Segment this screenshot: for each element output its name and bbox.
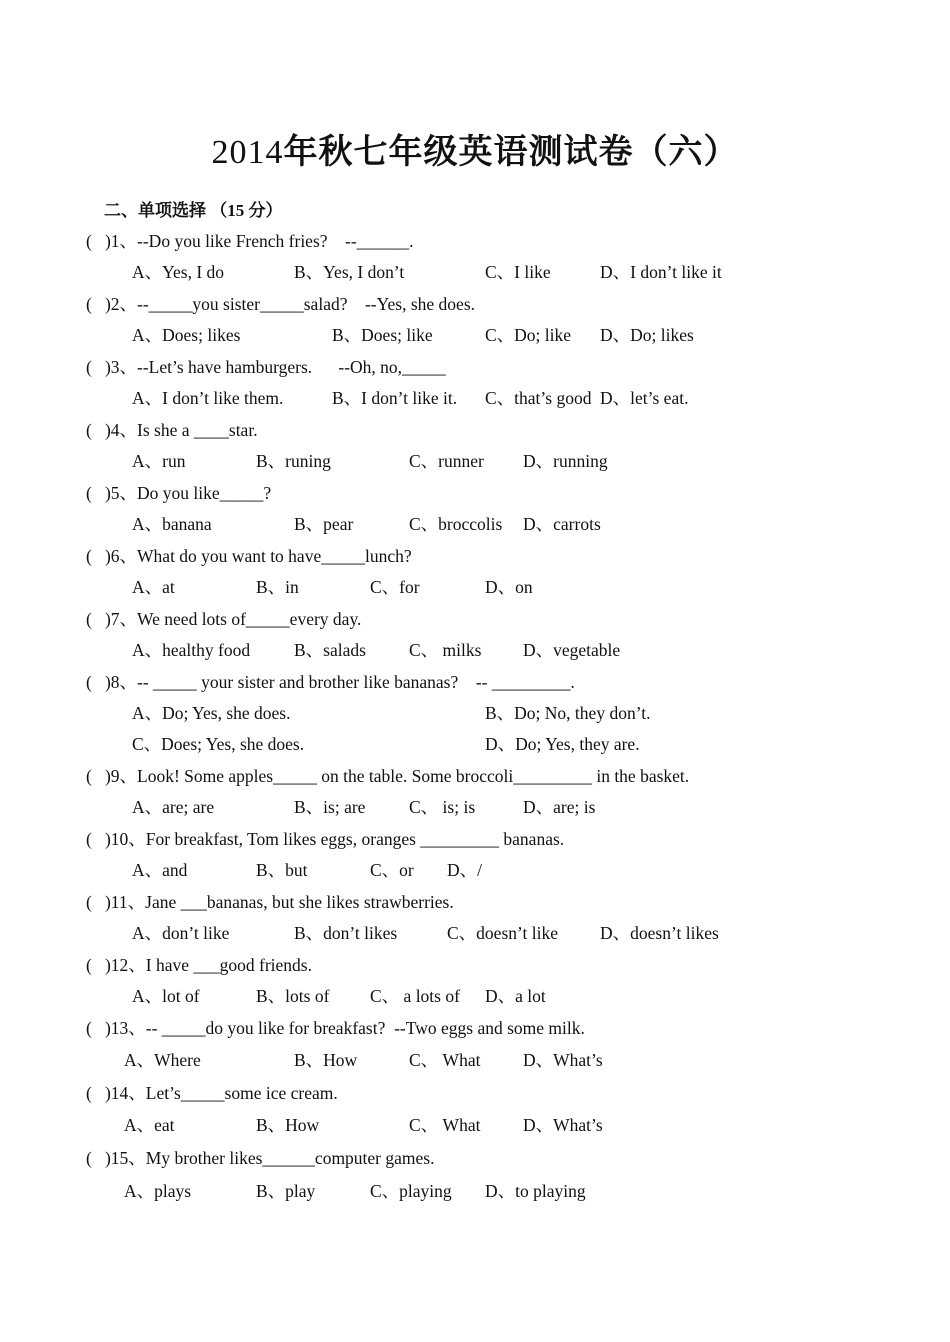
- question-3-option-a: A、I don’t like them.: [132, 388, 284, 408]
- question-7-option-d: D、vegetable: [523, 640, 621, 660]
- question-4-option-b: B、runing: [256, 451, 331, 471]
- question-3-option-d: D、let’s eat.: [600, 388, 689, 408]
- question-8-option-d: D、Do; Yes, they are.: [485, 734, 640, 754]
- question-2-option-b: B、Does; like: [332, 325, 433, 345]
- question-8-option-b: B、Do; No, they don’t.: [485, 703, 651, 723]
- question-2-option-c: C、Do; like: [485, 325, 572, 345]
- question-stem-13: ( )13、-- _____do you like for breakfast? --Two eggs and some milk.: [86, 1018, 585, 1038]
- question-stem-6: ( )6、What do you want to have_____lunch?: [86, 546, 412, 566]
- question-8-option-c: C、Does; Yes, she does.: [132, 734, 305, 754]
- question-15-option-b: B、play: [256, 1181, 316, 1201]
- question-stem-1: ( )1、--Do you like French fries? --______.: [86, 231, 414, 251]
- question-12-option-c: C、 a lots of: [370, 986, 460, 1006]
- question-stem-2: ( )2、--_____you sister_____salad? --Yes, she does.: [86, 294, 475, 314]
- question-11-option-c: C、doesn’t like: [447, 923, 558, 943]
- question-9-option-a: A、are; are: [132, 797, 215, 817]
- question-12-option-a: A、lot of: [132, 986, 200, 1006]
- question-5-option-a: A、banana: [132, 514, 212, 534]
- exam-title: [0, 124, 950, 173]
- question-stem-12: ( )12、I have ___good friends.: [86, 955, 312, 975]
- question-13-option-c: C、 What: [409, 1050, 481, 1070]
- question-13-option-d: D、What’s: [523, 1050, 603, 1070]
- question-9-option-d: D、are; is: [523, 797, 596, 817]
- question-5-option-b: B、pear: [294, 514, 354, 534]
- question-5-option-d: D、carrots: [523, 514, 601, 534]
- question-6-option-c: C、for: [370, 577, 420, 597]
- question-14-option-d: D、What’s: [523, 1115, 603, 1135]
- question-13-option-b: B、How: [294, 1050, 358, 1070]
- question-14-option-a: A、eat: [124, 1115, 175, 1135]
- question-15-option-c: C、playing: [370, 1181, 452, 1201]
- question-13-option-a: A、Where: [124, 1050, 201, 1070]
- question-11-option-a: A、don’t like: [132, 923, 230, 943]
- question-2-option-d: D、Do; likes: [600, 325, 694, 345]
- question-15-option-d: D、to playing: [485, 1181, 586, 1201]
- question-stem-5: ( )5、Do you like_____?: [86, 483, 272, 503]
- question-stem-11: ( )11、Jane ___bananas, but she likes strawberries.: [86, 892, 454, 912]
- question-11-option-b: B、don’t likes: [294, 923, 398, 943]
- question-9-option-b: B、is; are: [294, 797, 366, 817]
- question-7-option-c: C、 milks: [409, 640, 482, 660]
- question-14-option-b: B、How: [256, 1115, 320, 1135]
- question-11-option-d: D、doesn’t likes: [600, 923, 719, 943]
- title-year: 2014: [211, 134, 284, 171]
- question-9-option-c: C、 is; is: [409, 797, 476, 817]
- question-stem-8: ( )8、-- _____ your sister and brother like bananas? -- _________.: [86, 672, 575, 692]
- question-1-option-a: A、Yes, I do: [132, 262, 225, 282]
- question-6-option-a: A、at: [132, 577, 175, 597]
- question-1-option-d: D、I don’t like it: [600, 262, 722, 282]
- question-10-option-b: B、but: [256, 860, 308, 880]
- question-8-option-a: A、Do; Yes, she does.: [132, 703, 291, 723]
- question-7-option-a: A、healthy food: [132, 640, 251, 660]
- question-12-option-d: D、a lot: [485, 986, 546, 1006]
- section-heading: 二、单项选择 （15 分）: [104, 201, 283, 220]
- question-4-option-a: A、run: [132, 451, 186, 471]
- question-3-option-c: C、that’s good: [485, 388, 592, 408]
- question-10-option-c: C、or: [370, 860, 414, 880]
- question-10-option-d: D、/: [447, 860, 482, 880]
- question-1-option-b: B、Yes, I don’t: [294, 262, 405, 282]
- question-stem-7: ( )7、We need lots of_____every day.: [86, 609, 362, 629]
- question-stem-4: ( )4、Is she a ____star.: [86, 420, 258, 440]
- question-stem-10: ( )10、For breakfast, Tom likes eggs, oranges _________ bananas.: [86, 829, 565, 849]
- question-5-option-c: C、broccolis: [409, 514, 503, 534]
- question-3-option-b: B、I don’t like it.: [332, 388, 458, 408]
- question-7-option-b: B、salads: [294, 640, 366, 660]
- question-12-option-b: B、lots of: [256, 986, 330, 1006]
- question-10-option-a: A、and: [132, 860, 188, 880]
- title-text: 年秋七年级英语测试卷（六）: [283, 134, 739, 171]
- question-6-option-b: B、in: [256, 577, 299, 597]
- question-stem-3: ( )3、--Let’s have hamburgers. --Oh, no,_____: [86, 357, 446, 377]
- question-stem-14: ( )14、Let’s_____some ice cream.: [86, 1083, 338, 1103]
- question-2-option-a: A、Does; likes: [132, 325, 241, 345]
- question-4-option-d: D、running: [523, 451, 608, 471]
- question-stem-9: ( )9、Look! Some apples_____ on the table. Some broccoli_________ in the basket.: [86, 766, 690, 786]
- question-6-option-d: D、on: [485, 577, 533, 597]
- question-stem-15: ( )15、My brother likes______computer games.: [86, 1148, 435, 1168]
- question-15-option-a: A、plays: [124, 1181, 192, 1201]
- question-14-option-c: C、 What: [409, 1115, 481, 1135]
- question-4-option-c: C、runner: [409, 451, 484, 471]
- question-1-option-c: C、I like: [485, 262, 551, 282]
